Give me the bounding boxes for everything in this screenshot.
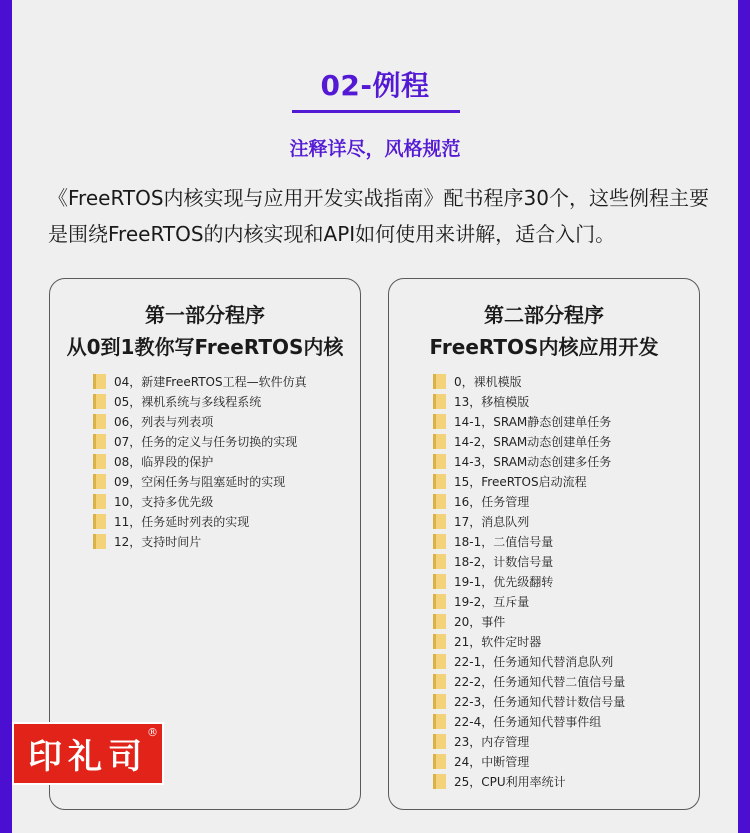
part-one-heading: 第一部分程序 <box>145 303 265 327</box>
list-item <box>433 391 625 411</box>
list-item <box>433 671 625 691</box>
list-item-label: 23，内存管理 <box>454 734 530 749</box>
folder-icon <box>433 574 446 589</box>
list-item-label: 22-3，任务通知代替计数信号量 <box>454 694 626 709</box>
folder-icon <box>433 694 446 709</box>
folder-icon <box>93 534 106 549</box>
list-item-label: 10，支持多优先级 <box>114 494 214 509</box>
list-item <box>433 531 625 551</box>
folder-icon <box>433 474 446 489</box>
list-item-label: 15，FreeRTOS启动流程 <box>454 474 587 489</box>
list-item <box>433 371 625 391</box>
list-item-label: 22-1，任务通知代替消息队列 <box>454 654 614 669</box>
list-item-label: 07，任务的定义与任务切换的实现 <box>114 434 298 449</box>
list-item-label: 04，新建FreeRTOS工程—软件仿真 <box>114 374 307 389</box>
list-item <box>93 491 307 511</box>
list-item <box>93 391 307 411</box>
list-item-label: 09，空闲任务与阻塞延时的实现 <box>114 474 286 489</box>
part-one-file-list <box>93 371 307 551</box>
folder-icon <box>433 674 446 689</box>
list-item <box>433 511 625 531</box>
list-item <box>433 551 625 571</box>
list-item-label: 12，支持时间片 <box>114 534 202 549</box>
folder-icon <box>433 494 446 509</box>
list-item <box>433 711 625 731</box>
folder-icon <box>93 454 106 469</box>
list-item-label: 19-1，优先级翻转 <box>454 574 554 589</box>
folder-icon <box>433 754 446 769</box>
folder-icon <box>433 554 446 569</box>
list-item-label: 20，事件 <box>454 614 506 629</box>
list-item <box>433 651 625 671</box>
folder-icon <box>433 734 446 749</box>
list-item <box>93 451 307 471</box>
list-item <box>433 491 625 511</box>
part-two-card <box>388 278 700 810</box>
list-item <box>433 731 625 751</box>
registered-mark: ® <box>147 726 158 739</box>
list-item <box>433 431 625 451</box>
list-item-label: 22-4，任务通知代替事件组 <box>454 714 602 729</box>
list-item-label: 13，移植模版 <box>454 394 530 409</box>
list-item-label: 11，任务延时列表的实现 <box>114 514 250 529</box>
part-one-subheading: 从0到1教你写FreeRTOS内核 <box>66 335 344 359</box>
list-item <box>93 431 307 451</box>
list-item-label: 14-1，SRAM静态创建单任务 <box>454 414 612 429</box>
list-item <box>433 591 625 611</box>
folder-icon <box>433 654 446 669</box>
list-item-label: 14-2，SRAM动态创建单任务 <box>454 434 612 449</box>
folder-icon <box>433 514 446 529</box>
list-item <box>433 571 625 591</box>
folder-icon <box>93 434 106 449</box>
section-title: 02-例程 <box>320 69 430 102</box>
folder-icon <box>433 394 446 409</box>
folder-icon <box>433 434 446 449</box>
stamp-text: 印礼司 <box>28 737 148 777</box>
list-item <box>433 611 625 631</box>
folder-icon <box>93 494 106 509</box>
folder-icon <box>433 534 446 549</box>
part-two-subheading: FreeRTOS内核应用开发 <box>429 335 659 359</box>
title-underline <box>292 110 460 113</box>
list-item <box>93 471 307 491</box>
list-item-label: 21，软件定时器 <box>454 634 542 649</box>
list-item-label: 14-3，SRAM动态创建多任务 <box>454 454 612 469</box>
folder-icon <box>93 374 106 389</box>
list-item <box>433 451 625 471</box>
folder-icon <box>93 514 106 529</box>
list-item-label: 08，临界段的保护 <box>114 454 214 469</box>
list-item <box>433 631 625 651</box>
list-item-label: 05，裸机系统与多线程系统 <box>114 394 262 409</box>
section-subtitle: 注释详尽，风格规范 <box>289 138 461 160</box>
folder-icon <box>433 374 446 389</box>
intro-paragraph: 《FreeRTOS内核实现与应用开发实战指南》配书程序30个，这些例程主要是围绕FreeRTOS的内核实现和API如何使用来讲解，适合入门。 <box>48 186 709 246</box>
list-item-label: 19-2，互斥量 <box>454 594 530 609</box>
list-item <box>433 771 625 791</box>
list-item-label: 18-1，二值信号量 <box>454 534 554 549</box>
list-item <box>93 531 307 551</box>
list-item-label: 0，裸机模版 <box>454 374 522 389</box>
left-accent-bar <box>0 0 12 833</box>
folder-icon <box>433 714 446 729</box>
list-item <box>93 371 307 391</box>
folder-icon <box>433 774 446 789</box>
right-accent-bar <box>738 0 750 833</box>
folder-icon <box>93 474 106 489</box>
folder-icon <box>93 414 106 429</box>
list-item-label: 25，CPU利用率统计 <box>454 774 566 789</box>
part-two-heading: 第二部分程序 <box>484 303 604 327</box>
part-two-file-list <box>433 371 625 791</box>
list-item <box>433 471 625 491</box>
folder-icon <box>93 394 106 409</box>
list-item <box>433 411 625 431</box>
list-item <box>93 511 307 531</box>
list-item <box>433 691 625 711</box>
folder-icon <box>433 614 446 629</box>
list-item-label: 16，任务管理 <box>454 494 530 509</box>
brand-stamp-logo <box>12 722 164 785</box>
folder-icon <box>433 634 446 649</box>
list-item-label: 18-2，计数信号量 <box>454 554 554 569</box>
list-item <box>93 411 307 431</box>
folder-icon <box>433 594 446 609</box>
folder-icon <box>433 414 446 429</box>
list-item-label: 06，列表与列表项 <box>114 414 214 429</box>
list-item <box>433 751 625 771</box>
list-item-label: 17，消息队列 <box>454 514 530 529</box>
folder-icon <box>433 454 446 469</box>
list-item-label: 24，中断管理 <box>454 754 530 769</box>
list-item-label: 22-2，任务通知代替二值信号量 <box>454 674 626 689</box>
